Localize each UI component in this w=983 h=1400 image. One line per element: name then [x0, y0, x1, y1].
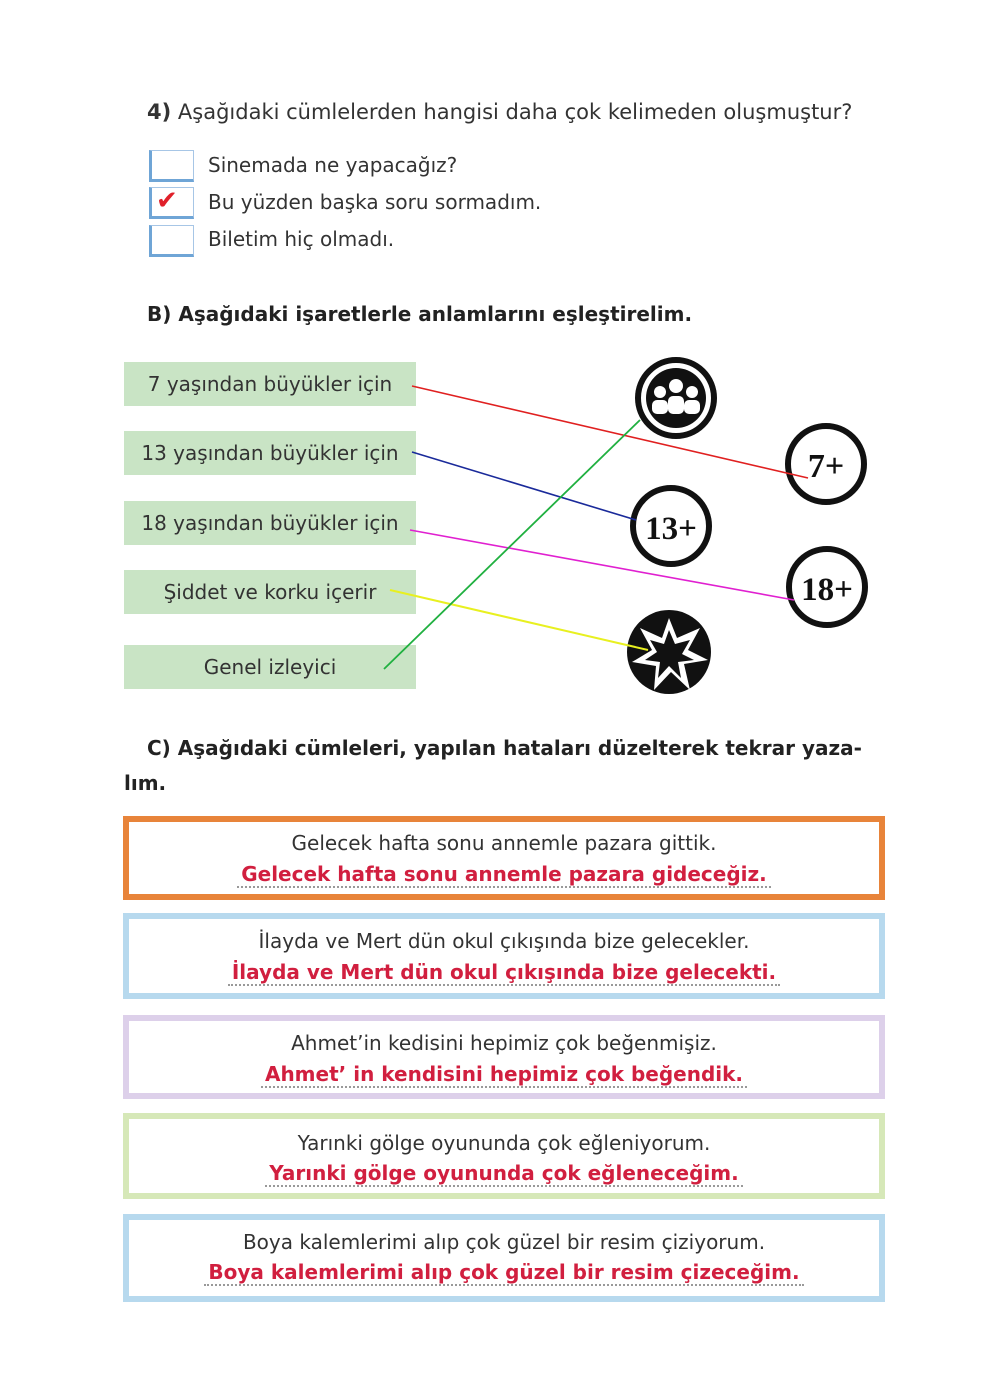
original-sentence: Ahmet’in kedisini hepimiz çok beğenmişiz. — [291, 1031, 717, 1055]
match-line-13 — [412, 452, 636, 520]
13-plus-icon — [633, 488, 709, 564]
corrected-sentence: Yarınki gölge oyununda çok eğleneceğim. — [265, 1161, 742, 1187]
check-mark-icon: ✔ — [156, 186, 178, 216]
original-sentence: Boya kalemlerimi alıp çok güzel bir resim çiziyorum. — [242, 1230, 766, 1254]
correction-box-2 — [123, 913, 885, 999]
section-c-title-line2: lım. — [124, 771, 167, 795]
section-c-title-line1: C) Aşağıdaki cümleleri, yapılan hataları düzelterek tekrar yaza- — [147, 736, 862, 760]
7-plus-text: 7+ — [807, 448, 845, 485]
option-label-1: Sinemada ne yapacağız? — [208, 153, 458, 177]
option-label-3: Biletim hiç olmadı. — [208, 227, 395, 251]
correction-box-3 — [123, 1015, 885, 1099]
corrected-sentence: Ahmet’ in kendisini hepimiz çok beğendik. — [261, 1062, 747, 1088]
correction-box-1 — [123, 816, 885, 900]
original-sentence: İlayda ve Mert dün okul çıkışında bize gelecekler. — [258, 929, 750, 953]
question-text: Aşağıdaki cümlelerden hangisi daha çok kelimeden oluşmuştur? — [177, 100, 853, 124]
option-label-2: Bu yüzden başka soru sormadım. — [208, 190, 542, 214]
match-label-genel: Genel izleyici — [124, 645, 416, 689]
original-sentence: Yarınki gölge oyununda çok eğleniyorum. — [297, 1131, 711, 1155]
corrected-sentence: Boya kalemlerimi alıp çok güzel bir resim çizeceğim. — [204, 1260, 803, 1286]
siddet-korku-icon — [627, 610, 711, 694]
match-label-18: 18 yaşından büyükler için — [124, 501, 416, 545]
original-sentence: Gelecek hafta sonu annemle pazara gittik. — [291, 831, 717, 855]
match-line-7 — [412, 386, 808, 478]
question-number: 4) — [147, 100, 172, 124]
match-line-genel — [384, 420, 640, 669]
match-line-siddet — [390, 590, 648, 650]
corrected-sentence: Gelecek hafta sonu annemle pazara gideceğiz. — [237, 862, 771, 888]
18-plus-text: 18+ — [801, 572, 853, 608]
13-plus-text: 13+ — [645, 511, 697, 547]
section-b-title: B) Aşağıdaki işaretlerle anlamlarını eşleştirelim. — [147, 302, 693, 326]
match-line-18 — [410, 530, 794, 600]
match-label-siddet: Şiddet ve korku içerir — [124, 570, 416, 614]
18-plus-icon — [789, 549, 865, 625]
genel-izleyici-icon — [638, 360, 714, 436]
correction-box-4 — [123, 1113, 885, 1199]
7-plus-icon — [788, 426, 864, 502]
correction-box-5 — [123, 1214, 885, 1302]
corrected-sentence: İlayda ve Mert dün okul çıkışında bize gelecekti. — [228, 960, 780, 986]
match-label-13: 13 yaşından büyükler için — [124, 431, 416, 475]
match-label-7: 7 yaşından büyükler için — [124, 362, 416, 406]
